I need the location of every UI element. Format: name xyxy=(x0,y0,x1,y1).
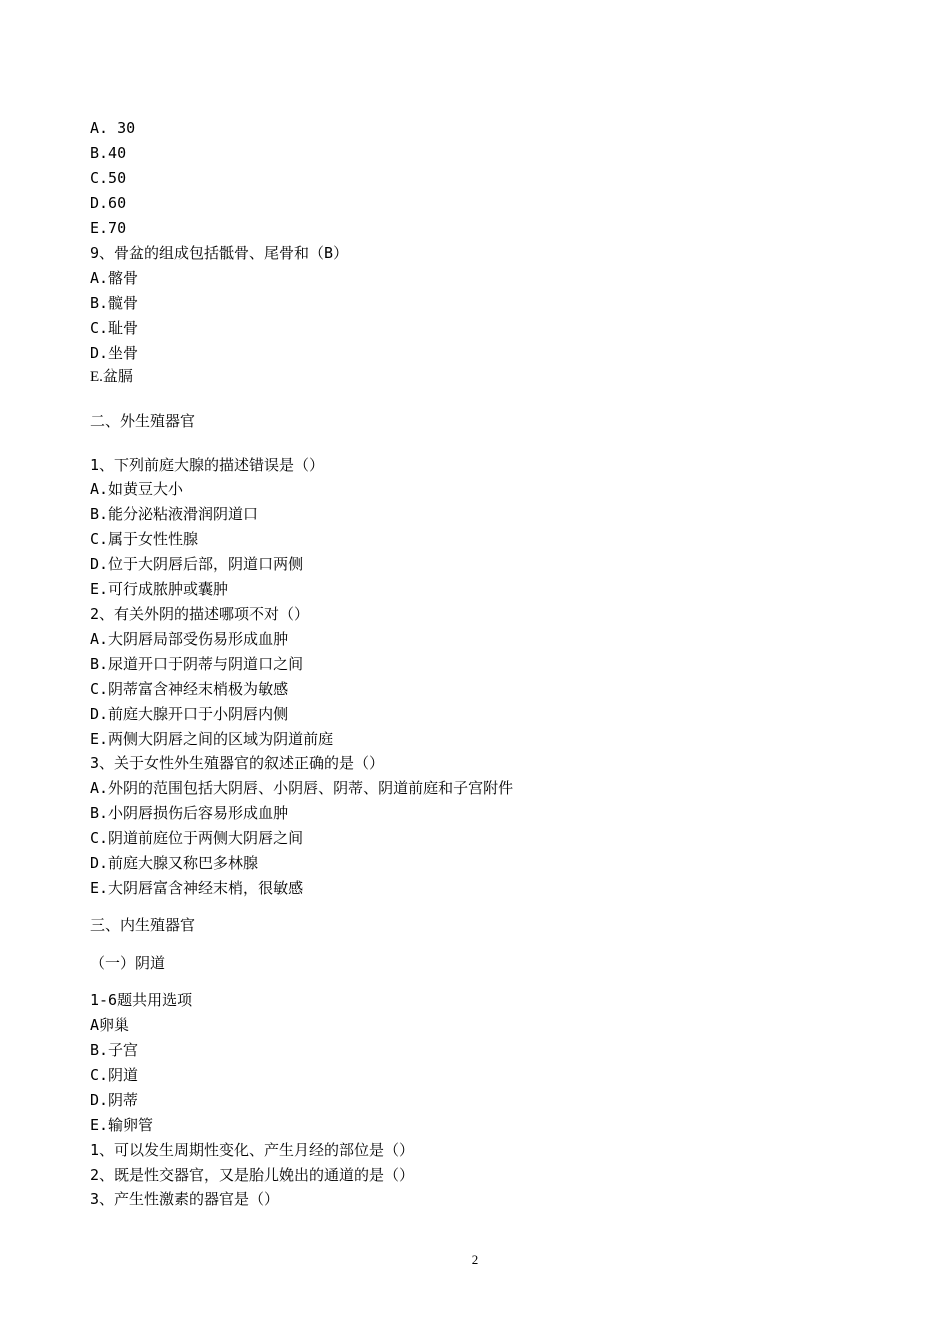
option-line: A.大阴唇局部受伤易形成血肿 xyxy=(90,630,289,648)
option-line: D.前庭大腺又称巴多林腺 xyxy=(90,854,259,872)
subsection-heading: （一）阴道 xyxy=(90,954,166,972)
question-line: 1、下列前庭大腺的描述错误是（） xyxy=(90,456,325,474)
option-line: A卵巢 xyxy=(90,1016,130,1034)
option-line: D.位于大阴唇后部，阴道口两侧 xyxy=(90,555,304,573)
option-line: A.髂骨 xyxy=(90,269,139,287)
question-line: 3、产生性激素的器官是（） xyxy=(90,1190,280,1208)
option-line: A. 30 xyxy=(90,119,136,137)
option-line: C.阴道前庭位于两侧大阴唇之间 xyxy=(90,829,304,847)
option-line: A.外阴的范围包括大阴唇、小阴唇、阴蒂、阴道前庭和子宫附件 xyxy=(90,779,514,797)
option-line: E.两侧大阴唇之间的区域为阴道前庭 xyxy=(90,730,334,748)
page-number: 2 xyxy=(471,1252,479,1267)
option-line: C.50 xyxy=(90,169,127,187)
option-line: C.属于女性性腺 xyxy=(90,530,199,548)
section-heading: 三、内生殖器官 xyxy=(90,916,196,934)
option-line: D.阴蒂 xyxy=(90,1091,139,1109)
section-heading: 二、外生殖器官 xyxy=(90,412,196,430)
option-line: E.大阴唇富含神经末梢，很敏感 xyxy=(90,879,304,897)
question-line: 2、有关外阴的描述哪项不对（） xyxy=(90,605,310,623)
option-line: D.坐骨 xyxy=(90,344,139,362)
option-line: C.阴道 xyxy=(90,1066,139,1084)
option-line: E.盆膈 xyxy=(90,369,133,385)
option-line: B.能分泌粘液滑润阴道口 xyxy=(90,505,259,523)
option-line: A.如黄豆大小 xyxy=(90,480,184,498)
option-line: D.60 xyxy=(90,194,127,212)
shared-options-heading: 1-6题共用选项 xyxy=(90,991,193,1009)
option-line: C.阴蒂富含神经末梢极为敏感 xyxy=(90,680,289,698)
option-line: C.耻骨 xyxy=(90,319,139,337)
option-line: E.70 xyxy=(90,219,127,237)
option-line: B.髋骨 xyxy=(90,294,139,312)
question-line: 1、可以发生周期性变化、产生月经的部位是（） xyxy=(90,1141,415,1159)
question-line: 3、关于女性外生殖器官的叙述正确的是（） xyxy=(90,754,385,772)
option-line: E.输卵管 xyxy=(90,1116,154,1134)
option-line: B.小阴唇损伤后容易形成血肿 xyxy=(90,804,289,822)
option-line: B.40 xyxy=(90,144,127,162)
option-line: E.可行成脓肿或囊肿 xyxy=(90,580,229,598)
question-line: 2、既是性交器官，又是胎儿娩出的通道的是（） xyxy=(90,1166,415,1184)
question-line: 9、骨盆的组成包括骶骨、尾骨和（B） xyxy=(90,244,349,262)
option-line: B.尿道开口于阴蒂与阴道口之间 xyxy=(90,655,304,673)
option-line: B.子宫 xyxy=(90,1041,139,1059)
option-line: D.前庭大腺开口于小阴唇内侧 xyxy=(90,705,289,723)
